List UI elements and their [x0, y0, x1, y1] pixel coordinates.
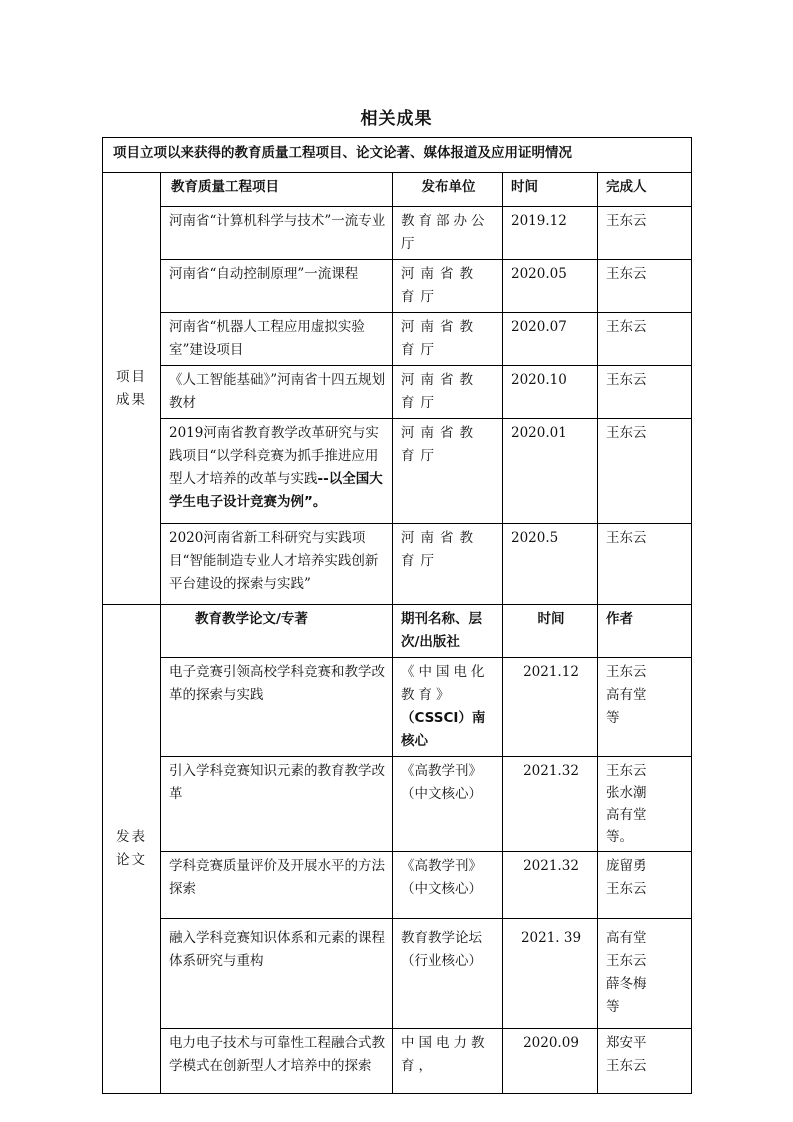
paper-journal: 教育教学论坛 （行业核心） [393, 919, 503, 1029]
project-name: 河南省“计算机科学与技术”一流专业 [161, 207, 393, 260]
project-name-cell [161, 419, 393, 524]
projects-section-label-line2: 成果 [116, 391, 147, 408]
paper-name: 融入学科竞赛知识体系和元素的课程体系研究与重构 [161, 919, 393, 1029]
project-person: 王东云 [598, 313, 692, 366]
projects-column-header-row [103, 173, 692, 207]
project-time: 2020.05 [503, 260, 598, 313]
papers-section-label-line1: 发表 [116, 829, 147, 845]
column-header-author: 作者 [598, 605, 692, 658]
paper-author: 王东云 高有堂 等 [598, 658, 692, 757]
paper-time: 2020.09 [503, 1029, 598, 1094]
table-row [103, 658, 692, 757]
papers-column-header-row [103, 605, 692, 658]
paper-author: 高有堂 王东云 薛冬梅 等 [598, 919, 692, 1029]
table-row [103, 260, 692, 313]
column-header-person: 完成人 [598, 173, 692, 207]
column-header-paper-time: 时间 [503, 605, 598, 658]
column-header-project: 教育质量工程项目 [161, 173, 393, 207]
paper-journal-cell [393, 658, 503, 757]
table-row [103, 419, 692, 524]
achievements-table [102, 137, 692, 1094]
project-name: 河南省“自动控制原理”一流课程 [161, 260, 393, 313]
project-person: 王东云 [598, 366, 692, 419]
paper-time: 2021.32 [503, 757, 598, 852]
project-name: 《人工智能基础》”河南省十四五规划教材 [161, 366, 393, 419]
papers-section-label [103, 605, 161, 1094]
project-person: 王东云 [598, 260, 692, 313]
projects-section-label-line1: 项目 [116, 368, 147, 385]
paper-journal: 《高教学刊》 （中文核心） [393, 852, 503, 919]
paper-name: 学科竞赛质量评价及开展水平的方法探索 [161, 852, 393, 919]
paper-time: 2021. 39 [503, 919, 598, 1029]
column-header-time: 时间 [503, 173, 598, 207]
project-unit: 河南省教育厅 [393, 313, 503, 366]
project-unit: 教育部办公厅 [393, 207, 503, 260]
table-row [103, 1029, 692, 1094]
paper-name: 引入学科竞赛知识元素的教育教学改革 [161, 757, 393, 852]
column-header-journal: 期刊名称、层次/出版社 [393, 605, 503, 658]
table-row [103, 757, 692, 852]
table-header: 项目立项以来获得的教育质量工程项目、论文论著、媒体报道及应用证明情况 [103, 138, 692, 173]
table-row [103, 524, 692, 605]
project-time: 2019.12 [503, 207, 598, 260]
projects-section-label [103, 173, 161, 605]
table-row [103, 313, 692, 366]
column-header-paper: 教育教学论文/专著 [161, 605, 393, 658]
project-unit: 河南省教育厅 [393, 524, 503, 605]
page-title: 相关成果 [360, 109, 433, 129]
column-header-unit: 发布单位 [393, 173, 503, 207]
table-header-row [103, 138, 692, 173]
table-row [103, 852, 692, 919]
paper-journal: 《中国电化教育》 [401, 664, 489, 703]
project-person: 王东云 [598, 524, 692, 605]
paper-journal: 《高教学刊》 （中文核心） [393, 757, 503, 852]
project-name: 河南省“机器人工程应用虚拟实验室”建设项目 [161, 313, 393, 366]
project-time: 2020.10 [503, 366, 598, 419]
project-person: 王东云 [598, 419, 692, 524]
paper-journal-bold: （CSSCI）南核心 [401, 710, 486, 749]
project-name-bold: --以全国大学生电子设计竞赛为例”。 [169, 471, 383, 510]
paper-author: 郑安平 王东云 [598, 1029, 692, 1094]
table-row [103, 207, 692, 260]
paper-time: 2021.12 [503, 658, 598, 757]
project-unit: 河南省教育厅 [393, 260, 503, 313]
project-time: 2020.01 [503, 419, 598, 524]
project-unit: 河南省教育厅 [393, 366, 503, 419]
paper-author: 王东云 张水潮 高有堂 等。 [598, 757, 692, 852]
project-name: 2020河南省新工科研究与实践项目“智能制造专业人才培养实践创新平台建设的探索与实践” [161, 524, 393, 605]
table-row [103, 919, 692, 1029]
project-time: 2020.07 [503, 313, 598, 366]
papers-section-label-line2: 论文 [116, 852, 147, 868]
project-unit: 河南省教育厅 [393, 419, 503, 524]
paper-author: 庞留勇 王东云 [598, 852, 692, 919]
paper-journal: 中国电力教育， [393, 1029, 503, 1094]
project-name: 2019河南省教育教学改革研究与实践项目“以学科竞赛为抓手推进应用型人才培养的改革与实践 [169, 425, 379, 487]
paper-name: 电力电子技术与可靠性工程融合式教学模式在创新型人才培养中的探索 [161, 1029, 393, 1094]
project-time: 2020.5 [503, 524, 598, 605]
project-person: 王东云 [598, 207, 692, 260]
table-row [103, 366, 692, 419]
paper-name: 电子竞赛引领高校学科竞赛和教学改革的探索与实践 [161, 658, 393, 757]
paper-time: 2021.32 [503, 852, 598, 919]
